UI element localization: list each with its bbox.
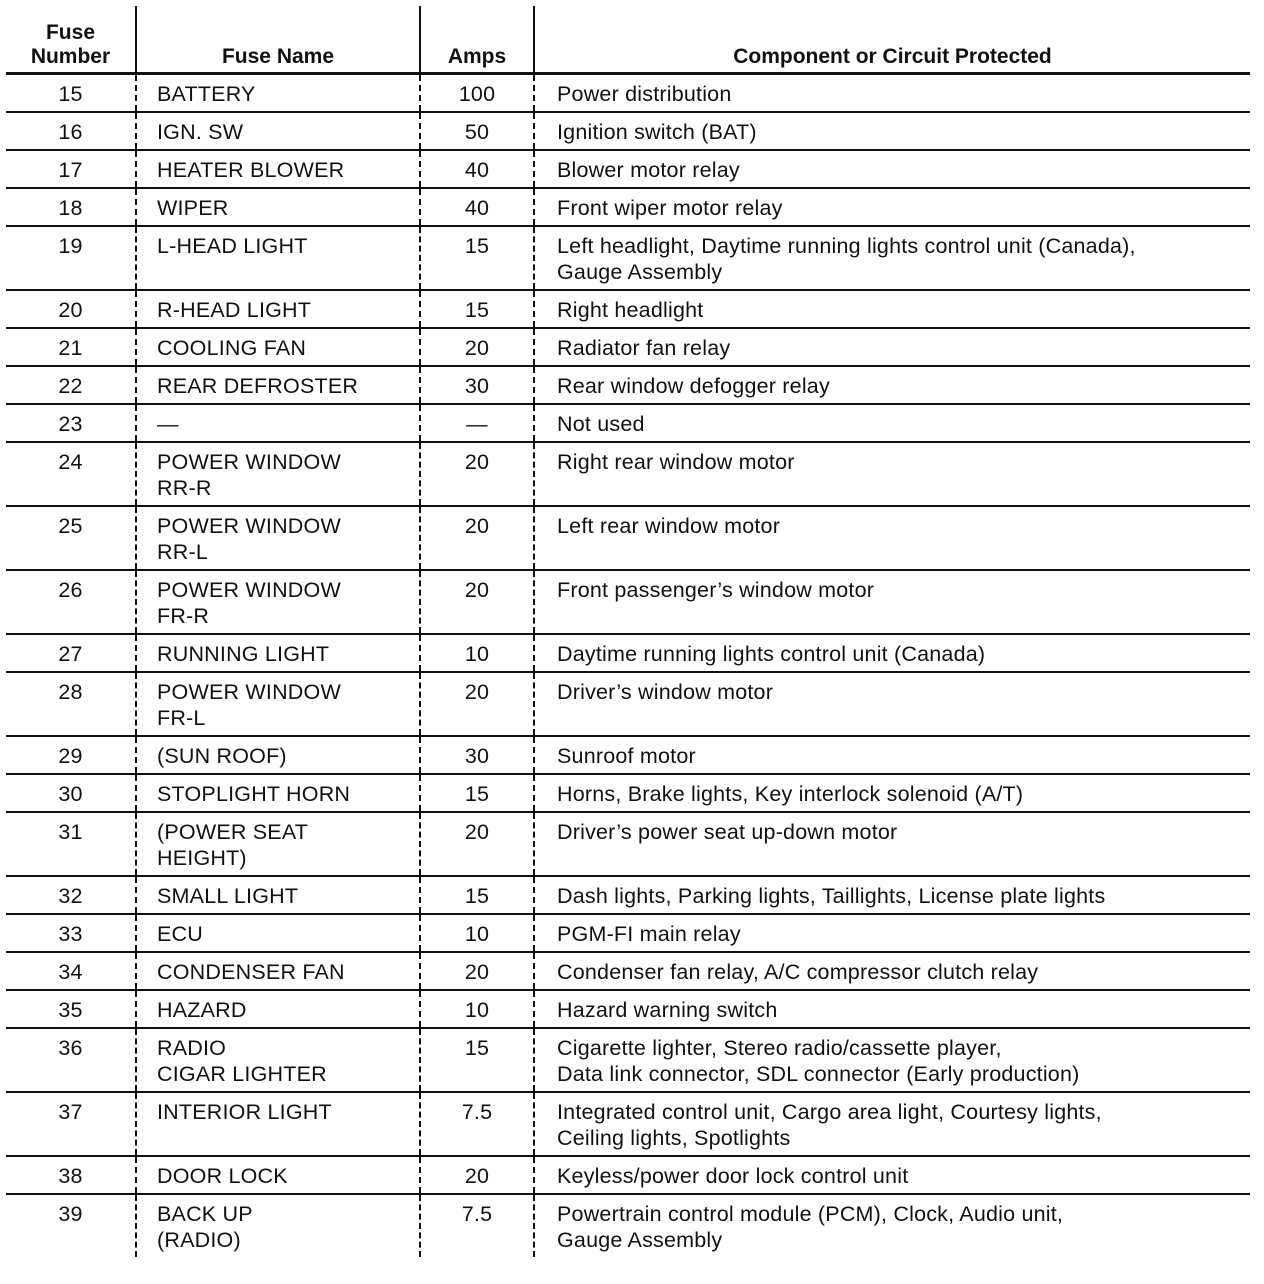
amps-cell: 20 [420,952,534,990]
fuse-number-cell: 21 [6,328,136,366]
fuse-number-cell: 18 [6,188,136,226]
fuse-number-cell: 19 [6,226,136,290]
fuse-number-cell: 34 [6,952,136,990]
fuse-name-cell: POWER WINDOW RR-L [136,506,420,570]
fuse-name-cell: L-HEAD LIGHT [136,226,420,290]
table-row [6,990,1250,1028]
fuse-number-cell: 30 [6,774,136,812]
table-row [6,328,1250,366]
fuse-name-cell: ECU [136,914,420,952]
fuse-number-cell: 22 [6,366,136,404]
fuse-name-cell: BATTERY [136,74,420,113]
fuse-name-cell: R-HEAD LIGHT [136,290,420,328]
component-cell: Integrated control unit, Cargo area light, Courtesy lights, Ceiling lights, Spotlights [534,1092,1250,1156]
fuse-name-cell: POWER WINDOW RR-R [136,442,420,506]
header-amps: Amps [420,6,534,74]
component-cell: Daytime running lights control unit (Canada) [534,634,1250,672]
fuse-number-cell: 24 [6,442,136,506]
fuse-number-cell: 16 [6,112,136,150]
amps-cell: 20 [420,328,534,366]
amps-cell: 50 [420,112,534,150]
table-row [6,290,1250,328]
table-row [6,226,1250,290]
component-cell: Horns, Brake lights, Key interlock solenoid (A/T) [534,774,1250,812]
table-row [6,952,1250,990]
fuse-number-cell: 32 [6,876,136,914]
amps-cell: 7.5 [420,1194,534,1257]
fuse-name-cell: DOOR LOCK [136,1156,420,1194]
fuse-name-cell: HEATER BLOWER [136,150,420,188]
fuse-number-cell: 39 [6,1194,136,1257]
fuse-number-cell: 25 [6,506,136,570]
amps-cell: 20 [420,570,534,634]
fuse-name-cell: IGN. SW [136,112,420,150]
fuse-name-cell: POWER WINDOW FR-R [136,570,420,634]
amps-cell: — [420,404,534,442]
fuse-name-cell: INTERIOR LIGHT [136,1092,420,1156]
header-row [6,6,1250,74]
component-cell: Radiator fan relay [534,328,1250,366]
fuse-name-cell: RADIO CIGAR LIGHTER [136,1028,420,1092]
fuse-number-cell: 37 [6,1092,136,1156]
component-cell: Blower motor relay [534,150,1250,188]
fuse-number-cell: 28 [6,672,136,736]
component-cell: Hazard warning switch [534,990,1250,1028]
fuse-number-cell: 38 [6,1156,136,1194]
amps-cell: 100 [420,74,534,113]
table-row [6,74,1250,113]
fuse-number-cell: 15 [6,74,136,113]
fuse-name-cell: SMALL LIGHT [136,876,420,914]
fuse-number-cell: 31 [6,812,136,876]
table-row [6,914,1250,952]
amps-cell: 40 [420,188,534,226]
component-cell: Front passenger’s window motor [534,570,1250,634]
table-row [6,1092,1250,1156]
table-row [6,672,1250,736]
component-cell: Powertrain control module (PCM), Clock, Audio unit, Gauge Assembly [557,1202,1064,1252]
table-row [6,774,1250,812]
fuse-number-cell: 33 [6,914,136,952]
table-row [6,1156,1250,1194]
table-row [6,876,1250,914]
amps-cell: 20 [420,442,534,506]
component-cell: Ignition switch (BAT) [534,112,1250,150]
component-cell: Dash lights, Parking lights, Taillights, License plate lights [534,876,1250,914]
fuse-number-cell: 27 [6,634,136,672]
table-row [6,112,1250,150]
component-cell: Right headlight [534,290,1250,328]
component-cell: Not used [534,404,1250,442]
fuse-name-cell: BACK UP (RADIO) [136,1194,420,1257]
amps-cell: 10 [420,990,534,1028]
fuse-number-cell: 29 [6,736,136,774]
amps-cell: 20 [420,672,534,736]
fuse-name-cell: POWER WINDOW FR-L [136,672,420,736]
table-row [6,736,1250,774]
fuse-name-cell: CONDENSER FAN [136,952,420,990]
fuse-name-cell: REAR DEFROSTER [136,366,420,404]
fuse-name-cell: HAZARD [136,990,420,1028]
table-row [6,442,1250,506]
amps-cell: 15 [420,876,534,914]
table-row [6,150,1250,188]
fuse-name-cell: (POWER SEAT HEIGHT) [136,812,420,876]
component-cell: Power distribution [534,74,1250,113]
table-row [6,570,1250,634]
component-cell: Cigarette lighter, Stereo radio/cassette player, Data link connector, SDL connector (Early production) [534,1028,1250,1092]
fuse-table [6,6,1250,1257]
component-cell: Left rear window motor [534,506,1250,570]
table-row [6,1194,1250,1257]
component-cell: Right rear window motor [534,442,1250,506]
amps-cell: 15 [420,1028,534,1092]
table-row [6,634,1250,672]
component-cell: Left headlight, Daytime running lights control unit (Canada), Gauge Assembly [534,226,1250,290]
header-fuse-number: Fuse Number [6,6,136,74]
component-cell: PGM-FI main relay [534,914,1250,952]
component-cell: Condenser fan relay, A/C compressor clutch relay [534,952,1250,990]
amps-cell: 30 [420,366,534,404]
fuse-name-cell: RUNNING LIGHT [136,634,420,672]
table-row [6,404,1250,442]
amps-cell: 10 [420,914,534,952]
component-cell: Driver’s window motor [534,672,1250,736]
table-row [6,506,1250,570]
amps-cell: 20 [420,812,534,876]
component-cell: Keyless/power door lock control unit [534,1156,1250,1194]
fuse-number-cell: 20 [6,290,136,328]
amps-cell: 10 [420,634,534,672]
component-cell: Sunroof motor [534,736,1250,774]
header-component: Component or Circuit Protected [534,6,1250,74]
amps-cell: 15 [420,774,534,812]
amps-cell: 7.5 [420,1092,534,1156]
amps-cell: 15 [420,226,534,290]
fuse-name-cell: WIPER [136,188,420,226]
fuse-name-cell: (SUN ROOF) [136,736,420,774]
fuse-number-cell: 35 [6,990,136,1028]
component-cell: Driver’s power seat up-down motor [534,812,1250,876]
table-row [6,188,1250,226]
fuse-number-cell: 17 [6,150,136,188]
component-cell: Rear window defogger relay [534,366,1250,404]
fuse-name-cell: COOLING FAN [136,328,420,366]
amps-cell: 30 [420,736,534,774]
table-row [6,1028,1250,1092]
amps-cell: 20 [420,1156,534,1194]
fuse-number-cell: 23 [6,404,136,442]
amps-cell: 15 [420,290,534,328]
fuse-name-cell: — [136,404,420,442]
component-cell: Front wiper motor relay [534,188,1250,226]
fuse-number-cell: 26 [6,570,136,634]
fuse-number-cell: 36 [6,1028,136,1092]
amps-cell: 20 [420,506,534,570]
table-row [6,366,1250,404]
fuse-name-cell: STOPLIGHT HORN [136,774,420,812]
table-row [6,812,1250,876]
fuse-table-body [6,74,1250,1258]
amps-cell: 40 [420,150,534,188]
header-fuse-name: Fuse Name [136,6,420,74]
